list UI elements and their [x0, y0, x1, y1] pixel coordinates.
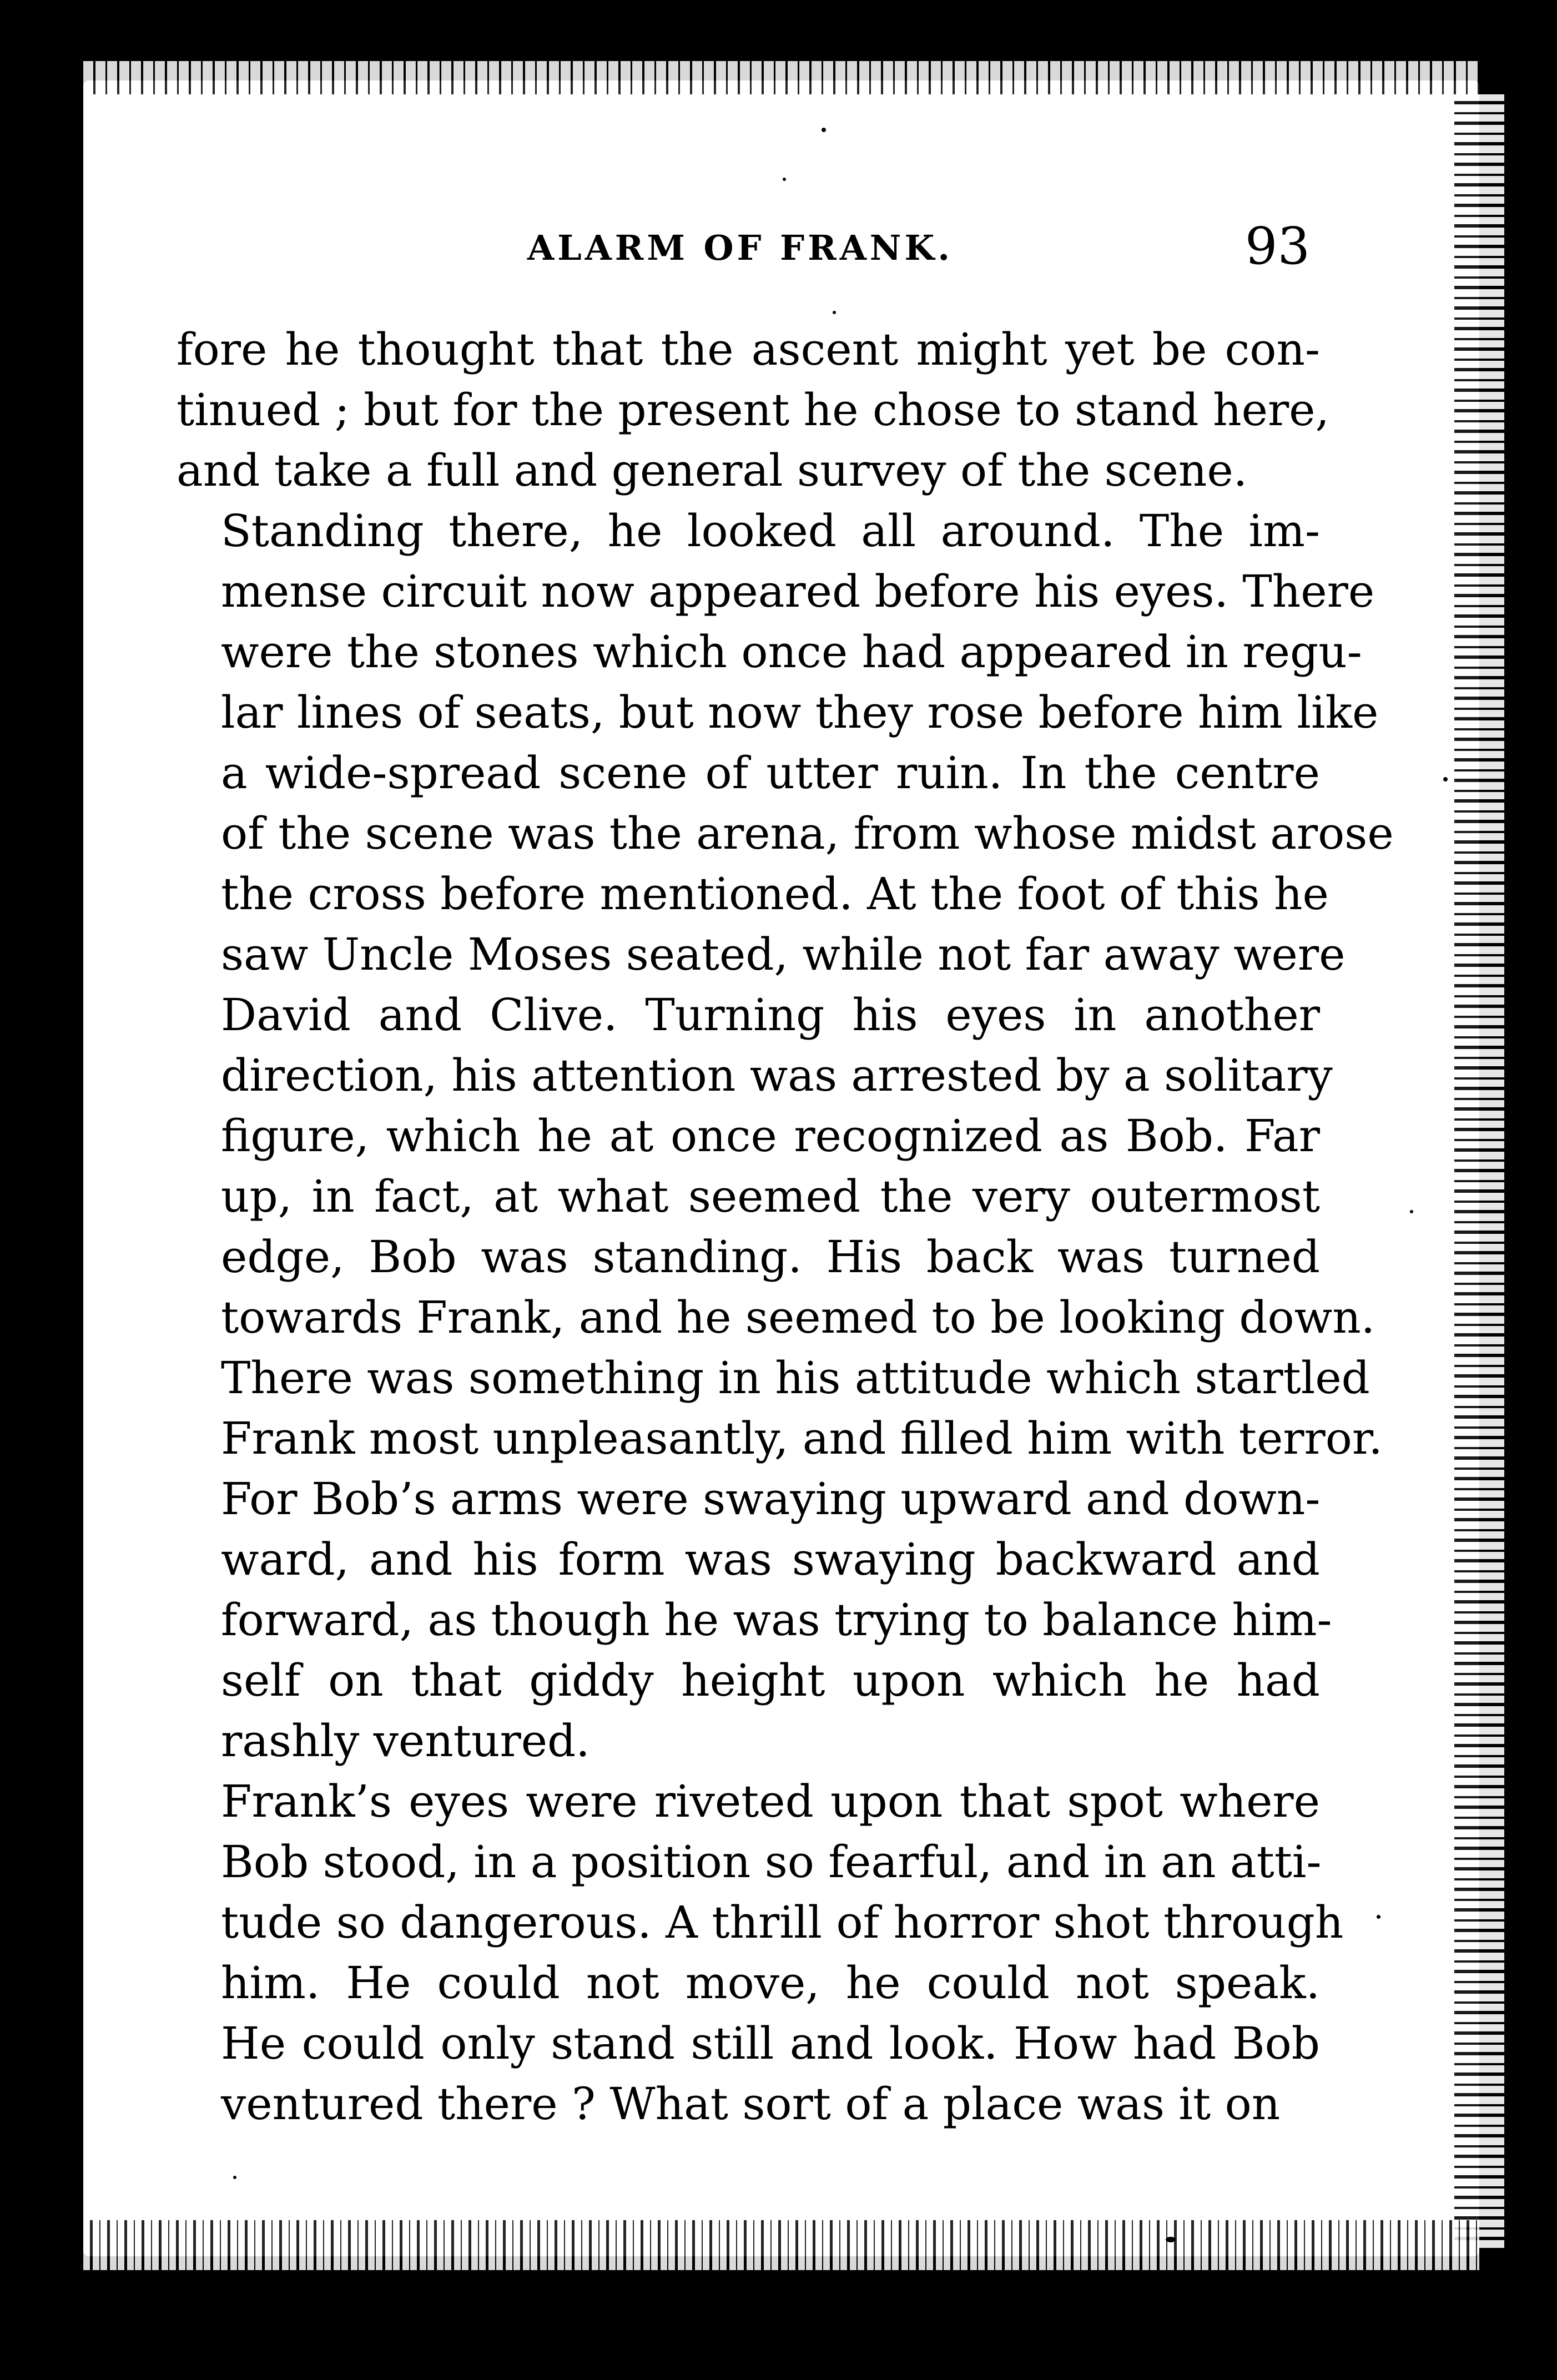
- text-line: fore he thought that the ascent might yet be con-: [177, 324, 1320, 375]
- running-head: ALARM OF FRANK.: [527, 228, 953, 268]
- text-line: Standing there, he looked all around. The im-: [221, 505, 1320, 557]
- text-line: self on that giddy height upon which he had: [221, 1655, 1320, 1706]
- top-ragged-edge: [83, 61, 1479, 94]
- paragraph: [177, 1771, 1344, 2134]
- text-line: forward, as though he was trying to balance him-: [221, 1594, 1332, 1646]
- text-line: a wide-spread scene of utter ruin. In the centre: [221, 747, 1320, 799]
- text-line: up, in fact, at what seemed the very outermost: [221, 1171, 1320, 1222]
- text-line: lar lines of seats, but now they rose before him like: [221, 687, 1379, 738]
- text-line: and take a full and general survey of the scene.: [177, 445, 1248, 496]
- text-line: him. He could not move, he could not speak.: [221, 1957, 1320, 2009]
- text-line: of the scene was the arena, from whose midst arose: [221, 808, 1394, 859]
- text-line: rashly ventured.: [221, 1715, 590, 1767]
- body-text: [177, 319, 1394, 2134]
- text-line: were the stones which once had appeared in regu-: [221, 626, 1362, 678]
- page-number: 93: [1244, 216, 1310, 276]
- text-line: For Bob’s arms were swaying upward and down-: [221, 1473, 1321, 1525]
- text-line: ventured there ? What sort of a place was it on: [221, 2078, 1281, 2130]
- paragraph: [177, 319, 1329, 501]
- text-line: Frank’s eyes were riveted upon that spot where: [221, 1776, 1320, 1827]
- text-line: David and Clive. Turning his eyes in another: [221, 989, 1320, 1041]
- text-line: tinued ; but for the present he chose to stand here,: [177, 384, 1329, 436]
- text-line: There was something in his attitude which startled: [221, 1352, 1370, 1404]
- text-line: edge, Bob was standing. His back was turned: [221, 1231, 1320, 1283]
- text-line: tude so dangerous. A thrill of horror shot through: [221, 1897, 1344, 1948]
- text-line: mense circuit now appeared before his eyes. There: [221, 566, 1375, 617]
- text-line: Frank most unpleasantly, and filled him with terror.: [221, 1413, 1383, 1464]
- text-line: saw Uncle Moses seated, while not far away were: [221, 929, 1346, 980]
- text-line: the cross before mentioned. At the foot of this he: [221, 868, 1329, 920]
- text-line: direction, his attention was arrested by a solitary: [221, 1050, 1333, 1101]
- text-line: towards Frank, and he seemed to be looking down.: [221, 1292, 1375, 1343]
- text-line: Bob stood, in a position so fearful, and in an atti-: [221, 1836, 1322, 1888]
- paragraph: [177, 501, 1394, 1771]
- text-line: figure, which he at once recognized as Bob. Far: [221, 1110, 1320, 1162]
- text-line: He could only stand still and look. How had Bob: [221, 2018, 1320, 2069]
- text-line: ward, and his form was swaying backward and: [221, 1534, 1320, 1585]
- right-ragged-edge: [1454, 94, 1504, 2248]
- page-header: [183, 216, 1321, 283]
- bottom-ragged-edge: [83, 2220, 1479, 2270]
